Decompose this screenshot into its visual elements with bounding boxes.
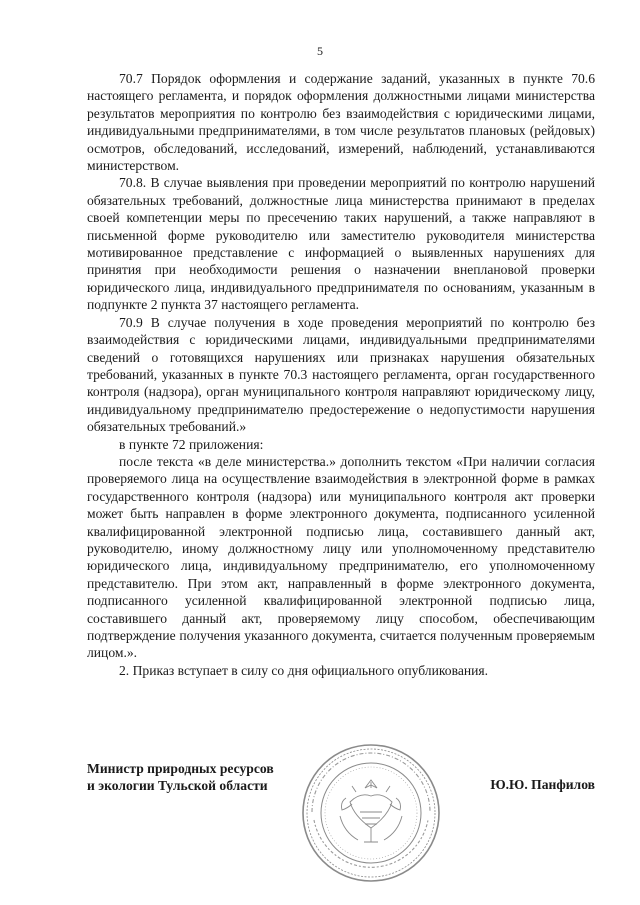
paragraph-amendment-text: после текста «в деле министерства.» дополнить текстом «При наличии согласия проверяемого лица на осуществление взаимодействия в электронной форме в рамках государственного контроля (надзора) или муниципального контроля акт проверки может быть направлен в форме электронного документа, подписанного усиленной квалифицированной электронной подписью лица, составившего данный акт, руководителю, иному должностному лицу или уполномоченному представителю юридического лица, индивидуальному предпринимателю, его уполномоченному представителю. При этом акт, направленный в форме электронного документа, подписанного усиленной квалифицированной электронной подписью лица, составившего данный акт, проверяемому лицу способом, обеспечивающим подтверждение получения указанного документа, считается полученным проверяемым лицом.». bbox=[87, 453, 595, 661]
paragraph-70-7: 70.7 Порядок оформления и содержание заданий, указанных в пункте 70.6 настоящего регламента, и порядок оформления должностными лицами министерства результатов мероприятия по контролю без взаимодействия с юридическими лицами, индивидуальными предпринимателями, в том числе результатов плановых (рейдовых) осмотров, обследований, исследований, измерений, наблюдений, устанавливаются министерством. bbox=[87, 71, 595, 174]
document-body bbox=[87, 70, 595, 679]
paragraph-70-9: 70.9 В случае получения в ходе проведения мероприятий по контролю без взаимодействия с юридическими лицами, индивидуальными предпринимателями сведений о готовящихся нарушениях или признаках нарушения обязательных требований, указанных в пункте 70.3 настоящего регламента, орган государственного контроля (надзора), орган муниципального контроля направляют юридическому лицу, индивидуальному предпринимателю предостережение о недопустимости нарушения обязательных требований.» bbox=[87, 314, 595, 435]
signatory-title-line2: и экологии Тульской области bbox=[87, 778, 268, 794]
paragraph-effective-date: 2. Приказ вступает в силу со дня официального опубликования. bbox=[119, 662, 489, 678]
signatory-title-line1: Министр природных ресурсов bbox=[87, 761, 274, 776]
paragraph-70-8: 70.8. В случае выявления при проведении мероприятий по контролю нарушений обязательных требований, должностные лица министерства принимают в пределах своей компетенции меры по пресечению таких нарушений, а также направляют в письменной форме руководителю или заместителю руководителя министерства мотивированное представление с информацией о выявленных нарушениях для принятия при необходимости решения о назначении внеплановой проверки юридического лица, индивидуального предпринимателя по основаниям, указанным в подпункте 2 пункта 37 настоящего регламента. bbox=[87, 175, 595, 313]
page-number: 5 bbox=[317, 44, 323, 58]
signatory-title bbox=[87, 760, 274, 795]
signature-block bbox=[87, 760, 595, 880]
paragraph-point-72: в пункте 72 приложения: bbox=[119, 436, 264, 452]
signatory-name: Ю.Ю. Панфилов bbox=[490, 777, 595, 792]
official-seal-icon bbox=[300, 742, 442, 884]
